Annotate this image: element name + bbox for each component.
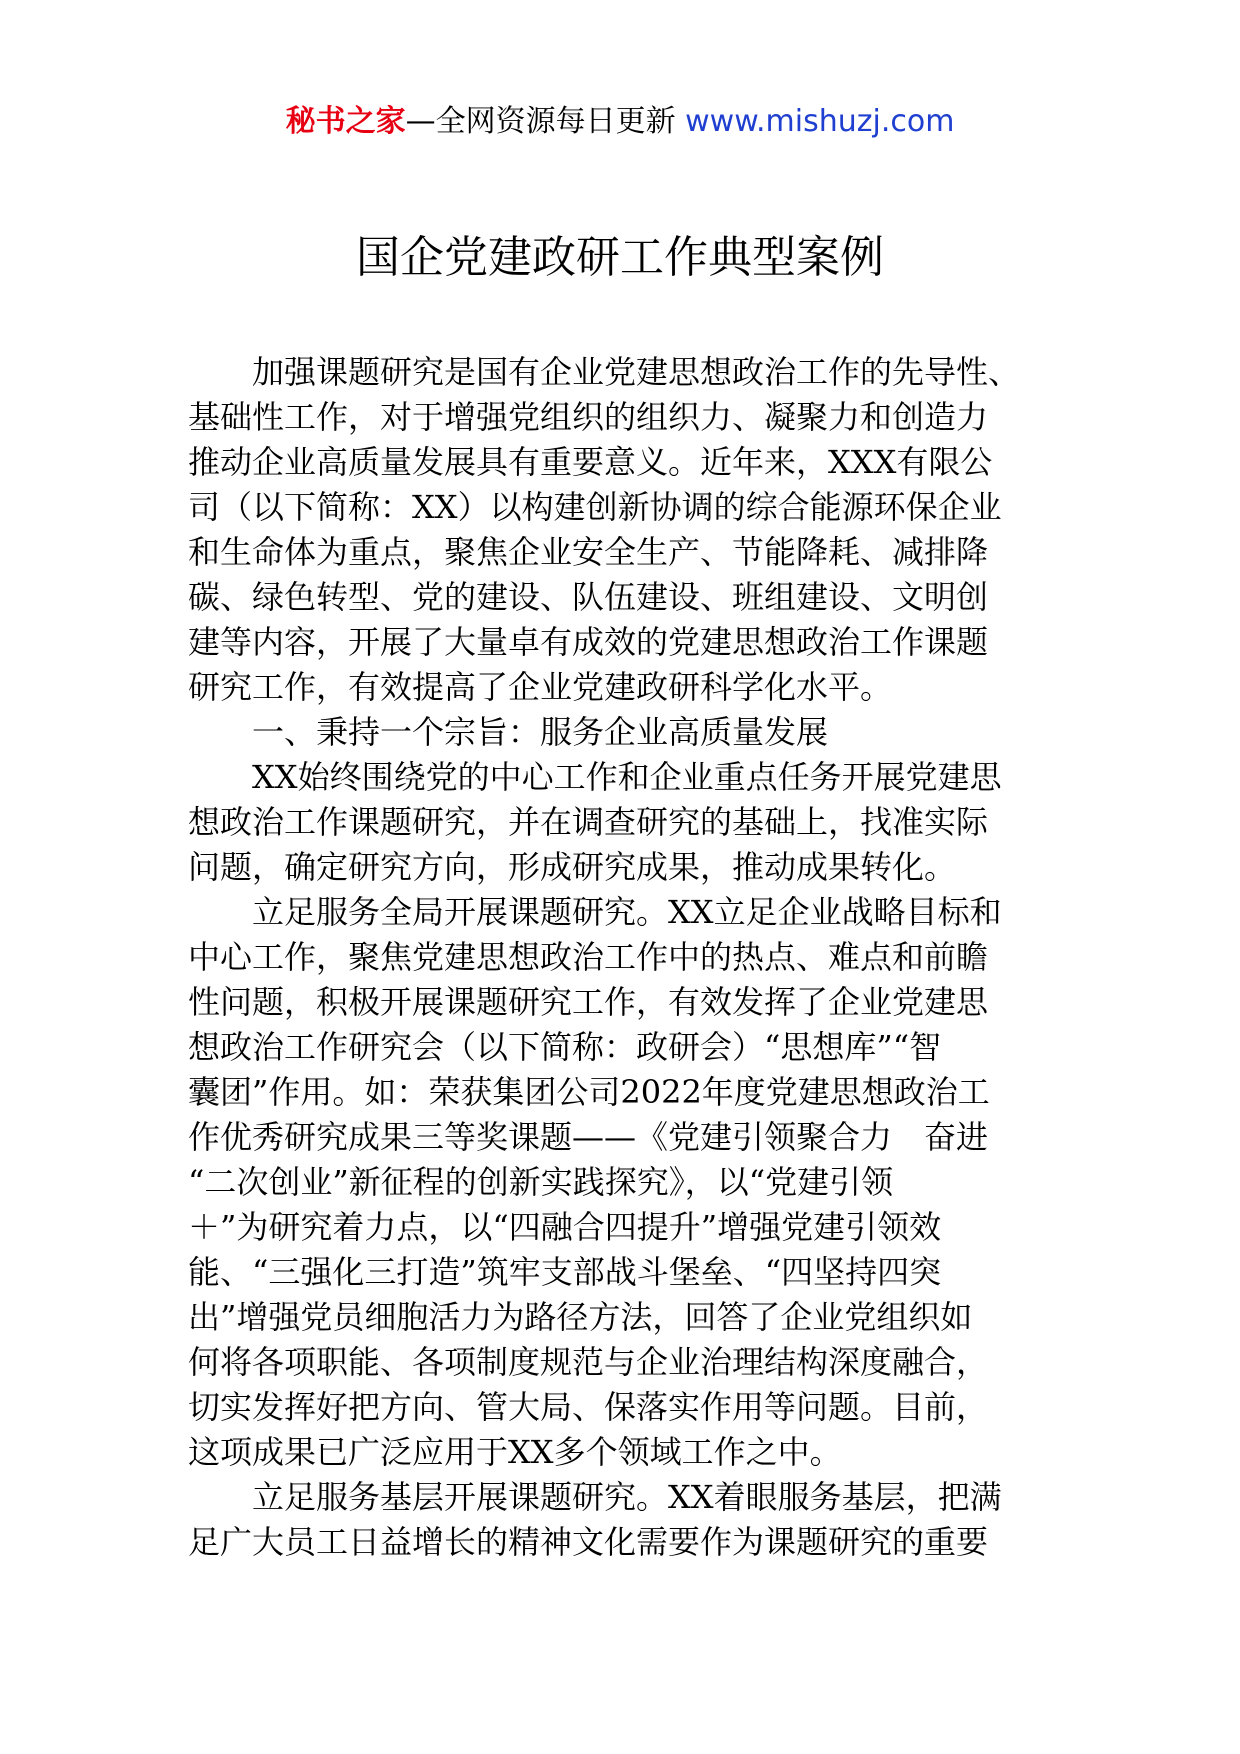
body-line: 想政治工作课题研究，并在调查研究的基础上，找准实际	[188, 803, 989, 841]
body-line: 基础性工作，对于增强党组织的组织力、凝聚力和创造力	[188, 398, 989, 436]
document-body	[188, 350, 1068, 1565]
brand-name: 秘书之家	[285, 104, 406, 139]
body-line: XX始终围绕党的中心工作和企业重点任务开展党建思	[252, 758, 1002, 796]
body-line: 能、“三强化三打造”筑牢支部战斗堡垒、“四坚持四突	[188, 1253, 942, 1291]
body-line: “二次创业”新征程的创新实践探究》，以“党建引领	[188, 1163, 894, 1201]
body-line: 司（以下简称：XX）以构建创新协调的综合能源环保企业	[188, 488, 1002, 526]
body-line: 建等内容，开展了大量卓有成效的党建思想政治工作课题	[188, 623, 989, 661]
site-url[interactable]: www.mishuzj.com	[685, 104, 955, 139]
body-line: 立足服务基层开展课题研究。XX着眼服务基层，把满	[252, 1478, 1002, 1516]
body-line: 切实发挥好把方向、管大局、保落实作用等问题。目前，	[188, 1388, 989, 1426]
body-line: ＋”为研究着力点，以“四融合四提升”增强党建引领效	[188, 1208, 942, 1246]
body-line: 囊团”作用。如：荣获集团公司2022年度党建思想政治工	[188, 1073, 990, 1111]
document-title: 国企党建政研工作典型案例	[356, 232, 884, 283]
body-line: 碳、绿色转型、党的建设、队伍建设、班组建设、文明创	[188, 578, 989, 616]
site-header	[0, 100, 1240, 144]
body-line: 中心工作，聚焦党建思想政治工作中的热点、难点和前瞻	[188, 938, 989, 976]
body-line: 作优秀研究成果三等奖课题——《党建引领聚合力 奋进	[188, 1118, 989, 1156]
body-line: 和生命体为重点，聚焦企业安全生产、节能降耗、减排降	[188, 533, 989, 571]
body-line: 想政治工作研究会（以下简称：政研会）“思想库”“智	[188, 1028, 942, 1066]
body-line: 足广大员工日益增长的精神文化需要作为课题研究的重要	[188, 1523, 989, 1561]
brand-tagline: —全网资源每日更新	[405, 104, 676, 139]
body-line: 推动企业高质量发展具有重要意义。近年来，XXX有限公	[188, 443, 993, 481]
body-line: 研究工作，有效提高了企业党建政研科学化水平。	[188, 668, 893, 706]
body-line: 何将各项职能、各项制度规范与企业治理结构深度融合，	[188, 1343, 989, 1381]
body-line: 立足服务全局开展课题研究。XX立足企业战略目标和	[252, 893, 1002, 931]
body-line: 这项成果已广泛应用于XX多个领域工作之中。	[188, 1433, 842, 1471]
section-heading: 一、秉持一个宗旨：服务企业高质量发展	[252, 713, 829, 751]
body-line: 出”增强党员细胞活力为路径方法，回答了企业党组织如	[188, 1298, 973, 1336]
body-line: 加强课题研究是国有企业党建思想政治工作的先导性、	[252, 353, 1021, 391]
body-line: 性问题，积极开展课题研究工作，有效发挥了企业党建思	[188, 983, 989, 1021]
body-line: 问题，确定研究方向，形成研究成果，推动成果转化。	[188, 848, 957, 886]
